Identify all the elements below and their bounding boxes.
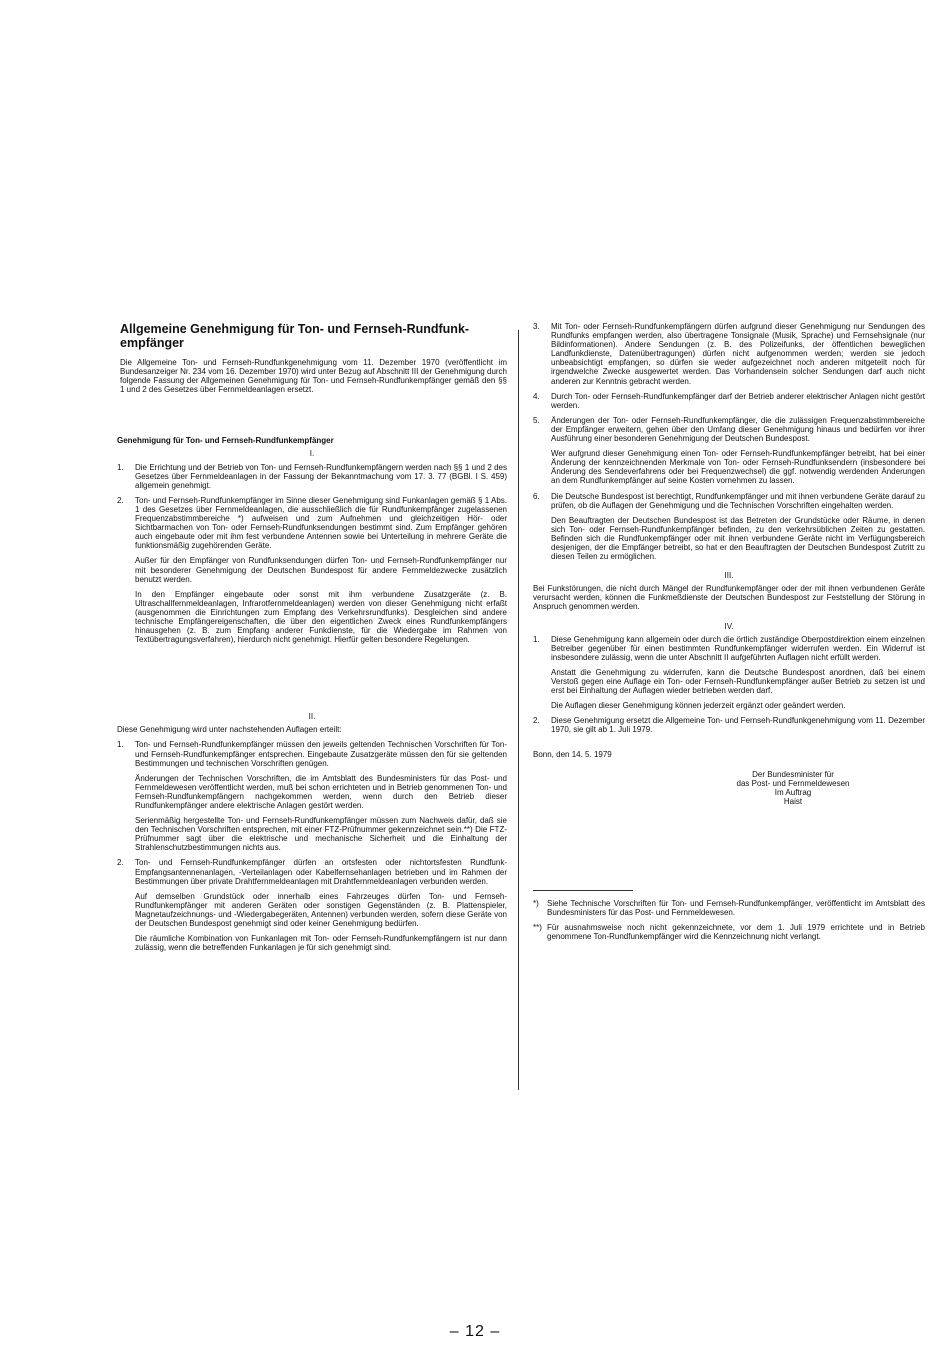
right-column <box>533 322 925 947</box>
section-ii-item-6 <box>533 492 925 562</box>
paragraph: In den Empfänger eingebaute oder sonst mit ihm verbundene Zusatzgeräte (z. B. Ultraschallfernmeldeanlagen, Infrarotfernmeldeanlagen) werden von dieser Genehmigung nicht erfaßt (ausgenommen die Einrichtungen zum Empfang des Verkehrsrundfunks). Desgleichen sind andere technische Empfängereigenschaften, die über den eigentlichen Zweck eines Rundfunkempfängers hinausgehen (z. B. zum Empfang anderer Funkdienste, für die Wiedergabe im Rahmen von Textübertragungsverfahren), hierdurch nicht genehmigt. Hierfür gelten besondere Regelungen. <box>135 589 507 645</box>
footnote-text: Für ausnahmsweise noch nicht gekennzeichnete, vor dem 1. Juli 1979 errichtete und in Betrieb genommene Ton-Rundfunkempfänger wird die Kennzeichnung nicht verlangt. <box>547 923 925 942</box>
paragraph: Diese Genehmigung ersetzt die Allgemeine Ton- und Fernseh-Rundfunkgenehmigung vom 11. Dezember 1970, sie gilt ab 1. Juli 1979. <box>551 716 925 735</box>
left-column <box>117 322 507 958</box>
item-number: 4. <box>533 391 540 401</box>
paragraph: Die Deutsche Bundespost ist berechtigt, Rundfunkempfänger und mit ihnen verbundene Geräte darauf zu prüfen, ob die Auflagen der Genehmigung und die Technischen Vorschriften eingehalten werden. <box>551 491 926 510</box>
item-number: 5. <box>533 415 540 425</box>
item-number: 1. <box>533 634 540 644</box>
paragraph: Änderungen der Technischen Vorschriften, die im Amtsblatt des Bundesministers für das Post- und Fernmeldewesen veröffentlicht werden, muß bei schon errichteten und in Betrieb genommenen Ton- und Fernseh-Rundfunkempfängern nachgekommen werden, wenn durch den Betrieb dieser Rundfunkempfänger andere elektrische Anlagen gestört werden. <box>135 773 507 810</box>
section-ii-item-4 <box>533 392 925 410</box>
paragraph: Die Errichtung und der Betrieb von Ton- und Fernseh-Rundfunkempfängern werden nach §§ 1 und 2 des Gesetzes über Fernmeldeanlagen in der Fassung der Bekanntmachung vom 17. 3. 77 (BGBl. I S. 459) allgemein genehmigt. <box>135 462 507 490</box>
section-iii-paragraph: Bei Funkstörungen, die nicht durch Mängel der Rundfunkempfänger oder der mit ihnen verbundenen Geräte verursacht werden, können die Funkmeßdienste der Deutschen Bundespost zur Feststellung der Störung in Anspruch genommen werden. <box>533 584 925 612</box>
item-number: 1. <box>117 740 124 750</box>
paragraph: Wer aufgrund dieser Genehmigung einen Ton- oder Fernseh-Rundfunkempfänger betreibt, hat bei einer Änderung der kennzeichnenden Merkmale von Ton- oder Fernseh-Rundfunksendern (insbesondere bei Änderung des Sendeverfahrens oder bei Frequenzwechsel) die ggf. notwendig werdenden Änderungen an dem Rundfunkempfänger auf seine Kosten vornehmen zu lassen. <box>551 449 925 486</box>
signature-line: Der Bundesminister für <box>752 769 834 779</box>
intro-paragraph: Die Allgemeine Ton- und Fernseh-Rundfunkgenehmigung vom 11. Dezember 1970 (veröffentlicht im Bundesanzeiger Nr. 234 vom 16. Dezember 1970) wird unter Bezug auf Abschnitt III der Genehmigung durch folgende Fassung der Allgemeinen Genehmigung für Ton- und Fernseh-Rundfunkempfänger gemäß den §§ 1 und 2 des Gesetzes über Fernmeldeanlagen ersetzt. <box>120 358 507 395</box>
section-ii-item-3 <box>533 322 925 386</box>
paragraph: Anstatt die Genehmigung zu widerrufen, kann die Deutsche Bundespost anordnen, daß bei einem Verstoß gegen eine Auflage ein Ton- oder Fernseh-Rundfunkempfänger außer Betrieb zu setzen ist und erst bei Einhaltung der Auflagen wieder betrieben werden darf. <box>551 667 925 696</box>
item-number: 2. <box>533 716 540 726</box>
paragraph: Diese Genehmigung kann allgemein oder durch die örtlich zuständige Oberpostdirektion einem einzelnen Betreiber gegenüber für einen bestimmten Rundfunkempfänger widerrufen werden. Ein Widerruf ist insbesondere zulässig, wenn die unter Abschnitt II aufgeführten Auflagen nicht erfüllt werden. <box>551 634 925 662</box>
footnote-mark: *) <box>533 898 539 908</box>
paragraph: Ton- und Fernseh-Rundfunkempfänger müssen den jeweils geltenden Technischen Vorschriften für Ton- und Fernseh-Rundfunkempfänger entsprechen. Eingebaute Zusatzgeräte müssen den für sie geltenden Bestimmungen und technischen Vorschriften genügen. <box>135 740 507 768</box>
paragraph: Die Auflagen dieser Genehmigung können jederzeit ergänzt oder geändert werden. <box>551 701 846 711</box>
paragraph: Änderungen der Ton- oder Fernseh-Rundfunkempfänger, die die zulässigen Frequenzabstimmbereiche der Empfänger erweitern, gehen über den Umfang dieser Genehmigung hinaus und bedürfen vor ihrer Ausführung einer besonderen Genehmigung der Deutschen Bundespost. <box>551 415 925 444</box>
paragraph: Serienmäßig hergestellte Ton- und Fernseh-Rundfunkempfänger müssen zum Nachweis dafür, daß sie den Technischen Vorschriften entsprechen, mit einer FTZ-Prüfnummer gekennzeichnet sein.**) Die FTZ-Prüfnummer sagt über die elektrische und mechanische Sicherheit und die Einhaltung der Strahlenschutzbestimmungen nichts aus. <box>135 816 507 853</box>
item-number: 2. <box>117 495 124 505</box>
paragraph: Durch Ton- oder Fernseh-Rundfunkempfänger darf der Betrieb anderer elektrischer Anlagen nicht gestört werden. <box>551 391 925 410</box>
footnote-rule <box>533 890 633 891</box>
footnote-mark: **) <box>533 923 542 933</box>
signature-line: das Post- und Fernmeldewesen <box>736 778 850 788</box>
section-ii-heading: II. <box>308 712 316 722</box>
paragraph: Den Beauftragten der Deutschen Bundespost ist das Betreten der Grundstücke oder Räume, in denen sich Ton- oder Fernseh-Rundfunkempfänger befinden, zu den verkehrsüblichen Zeiten zu gestatten. Befinden sich die Rundfunkempfänger oder mit ihnen verbundene Geräte nicht im Verfügungsbereich desjenigen, der die Empfänger betreibt, so hat er den Beauftragten der Deutschen Bundespost Zutritt zu diesen Teilen zu ermöglichen. <box>551 515 925 562</box>
section-ii-item-1 <box>117 740 507 852</box>
paragraph: Ton- und Fernseh-Rundfunkempfänger im Sinne dieser Genehmigung sind Funkanlagen gemäß § 1 Abs. 1 des Gesetzes über Fernmeldeanlagen, die ausschließlich die für Rundfunkempfänger zugelassenen Frequenzabstimmbereiche *) aufweisen und zum Aufnehmen und gleichzeitigen Hör- oder Sichtbarmachen von Ton- oder Fernseh-Rundfunksendungen bestimmt sind. Zum Empfänger gehören auch eingebaute oder mit ihm fest verbundene Antennen sowie bei Unterteilung in mehrere Geräte die funktionsmäßig zugehörenden Geräte. <box>135 495 507 551</box>
paragraph: Auf demselben Grundstück oder innerhalb eines Fahrzeuges dürfen Ton- und Fernseh-Rundfunkempfänger mit anderen Geräten oder sonstigen Gegenständen (z. B. Plattenspieler, Magnetaufzeichnungs- und -Wiedergabegeräten, Antennen) verbunden werden, sofern diese Geräte von der Deutschen Bundespost genehmigt sind oder keiner Genehmigung bedürfen. <box>135 891 507 929</box>
signature-line: Im Auftrag <box>774 787 812 797</box>
paragraph: Mit Ton- oder Fernseh-Rundfunkempfängern dürfen aufgrund dieser Genehmigung nur Sendungen des Rundfunks empfangen werden, also übertragene Tonsignale (Musik, Sprache) und Fernsehsignale (nur Bildinformationen). Andere Sendungen (z. B. des Polizeifunks, der öffentlichen beweglichen Landfunkdienste, Datenübertragungen) dürfen nicht aufgenommen werden; werden sie jedoch unbeabsichtigt empfangen, so dürfen sie weder aufgezeichnet noch anderen mitgeteilt noch für irgendwelche Zwecke ausgewertet werden. Das Vorhandensein solcher Sendungen darf auch nicht anderen zur Kenntnis gebracht werden. <box>551 322 925 386</box>
item-number: 1. <box>117 462 124 472</box>
item-number: 2. <box>117 858 124 868</box>
subheading: Genehmigung für Ton- und Fernseh-Rundfunkempfänger <box>117 436 334 446</box>
paragraph: Die räumliche Kombination von Funkanlagen mit Ton- oder Fernseh-Rundfunkempfängern ist nur dann zulässig, wenn die betreffenden Funkanlagen je für sich genehmigt sind. <box>135 934 507 953</box>
section-i-heading: I. <box>309 449 315 459</box>
footnote-2 <box>533 923 925 941</box>
section-i-item-2 <box>117 496 507 644</box>
page-title: Allgemeine Genehmigung für Ton- und Fernseh-Rundfunk-empfänger <box>120 322 470 350</box>
section-iii-heading: III. <box>724 571 734 581</box>
column-divider <box>518 330 519 1090</box>
paragraph: Außer für den Empfänger von Rundfunksendungen dürfen Ton- und Fernseh-Rundfunkempfänger nur mit besonderer Genehmigung der Deutschen Bundespost für andere Fernmeldezwecke zusätzlich benutzt werden. <box>135 556 507 584</box>
paragraph: Ton- und Fernseh-Rundfunkempfänger dürfen an ortsfesten oder nichtortsfesten Rundfunk-Empfangsantennenanlagen, -Verteilanlagen oder Kabelfernsehanlagen betrieben und im Rahmen der Bestimmungen über private Drahtfernmeldeanlagen mit Drahtfernmeldeanlagen verbunden werden. <box>135 858 507 886</box>
footnote-text: Siehe Technische Vorschriften für Ton- und Fernseh-Rundfunkempfänger, veröffentlicht im Amtsblatt des Bundesministers für das Post- und Fernmeldewesen. <box>547 898 925 918</box>
section-iv-item-1 <box>533 635 925 711</box>
footnote-1 <box>533 899 925 917</box>
section-ii-item-2 <box>117 858 507 952</box>
section-i-item-1 <box>117 463 507 490</box>
section-ii-lead: Diese Genehmigung wird unter nachstehenden Auflagen erteilt: <box>117 725 342 735</box>
signature-line: Haist <box>783 796 803 806</box>
page-number: – 12 – <box>449 1323 501 1340</box>
section-ii-item-5 <box>533 416 925 486</box>
place-date: Bonn, den 14. 5. 1979 <box>533 750 612 760</box>
signature-block <box>693 770 893 806</box>
section-iv-heading: IV. <box>724 621 734 631</box>
item-number: 6. <box>533 491 540 501</box>
section-iv-item-2 <box>533 716 925 734</box>
item-number: 3. <box>533 322 540 331</box>
